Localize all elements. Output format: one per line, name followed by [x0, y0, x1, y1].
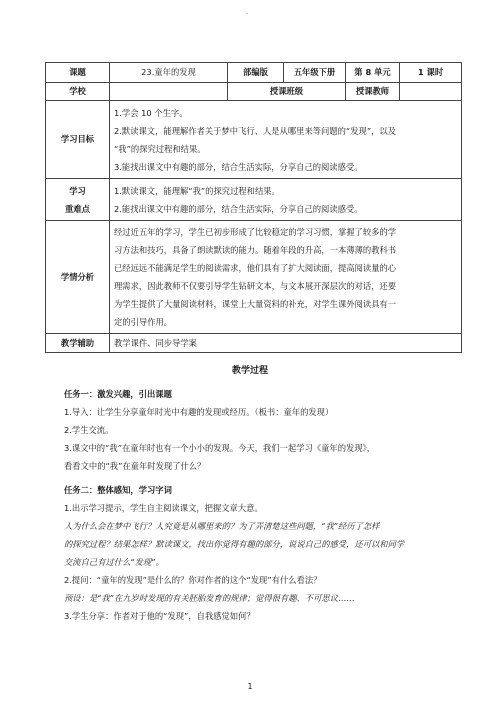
school-label: 学校 [46, 83, 110, 101]
row-goals [46, 101, 462, 179]
analysis-line: 为学生提供了大量阅读材料，课堂上大量资料的补充，对学生课外阅读具有一 [114, 299, 397, 309]
row-key-points [46, 179, 462, 221]
key-points-label [46, 179, 110, 221]
task1-line: 2.学生交流。 [64, 425, 114, 435]
analysis-line: 已经远远不能满足学生的阅读需求，他们具有了扩大阅读面，提高阅读量的心 [114, 263, 397, 273]
process-heading: 教学过程 [231, 366, 268, 376]
task2-line: 1.出示学习提示，学生自主阅读课文，把握文章大意。 [64, 503, 263, 513]
class-label: 授课班级 [228, 83, 346, 101]
row-aids [46, 334, 462, 353]
goal-item: “我”的探究过程和结果。 [114, 143, 206, 154]
teacher-value [400, 83, 462, 101]
analysis-label: 学情分析 [46, 221, 110, 334]
key-points-label-line1: 学习 [69, 185, 86, 196]
aids-value: 教学课件、同步导学案 [110, 334, 462, 353]
aids-label: 教学辅助 [46, 334, 110, 353]
task2-preset-line: 预设：是“我”在九岁时发现的有关胚胎发育的规律；觉得很有趣、不可思议…… [64, 593, 355, 603]
key-points-label-line2: 重难点 [65, 203, 90, 214]
task2-prompt-line: 交流自己有过什么“发现”。 [64, 557, 164, 567]
key-points-content [110, 179, 462, 221]
edition-cell: 部编版 [228, 63, 284, 83]
row-topic [46, 63, 462, 83]
goal-item: 1.学会 10 个生字。 [114, 107, 188, 118]
row-analysis [46, 221, 462, 334]
task2-line: 3.学生分享：作者对于他的“发现”，自我感觉如何？ [64, 611, 255, 621]
task2-prompt-line: 的探究过程？结果怎样？默读课文，找出你觉得有趣的部分，说说自己的感受，还可以和同学 [64, 539, 405, 549]
analysis-line: 经过近五年的学习，学生已初步形成了比较稳定的学习习惯，掌握了较多的学 [114, 227, 397, 237]
top-mark: . [246, 8, 249, 16]
task1-title: 任务一：激发兴趣，引出课题 [64, 389, 172, 399]
teacher-label: 授课教师 [346, 83, 400, 101]
key-point-item: 2.能找出课文中有趣的部分，结合生活实际，分享自己的阅读感受。 [114, 203, 363, 214]
lesson-plan-table [45, 62, 462, 353]
unit-cell: 第 8 单元 [346, 63, 400, 83]
task1-line: 1.导入：让学生分享童年时光中有趣的发现或经历。（板书：童年的发现） [64, 407, 334, 417]
row-school [46, 83, 462, 101]
task2-line: 2.提问：“童年的发现”是什么的？你对作者的这个“发现”有什么看法？ [64, 575, 322, 585]
topic-value: 23.童年的发现 [110, 63, 228, 83]
task2-prompt-line: 人为什么会在梦中飞行？人究竟是从哪里来的？为了弄清楚这些问题，“我”经历了怎样 [64, 521, 380, 531]
analysis-line: 习方法和技巧，具备了朗读默读的能力。随着年段的升高，一本薄薄的教科书 [114, 245, 397, 255]
grade-cell: 五年级下册 [284, 63, 346, 83]
page-number: 1 [247, 682, 253, 691]
task1-line: 3.课文中的“我”在童年时也有一个小小的发现。今天，我们一起学习《童年的发现》， [64, 443, 376, 453]
goal-item: 2.默读课文，能理解作者关于梦中飞行、人是从哪里来等问题的“发现”，以及 [114, 125, 397, 136]
analysis-line: 理需求，因此教师不仅要引导学生钻研文本，与文本展开深层次的对话，还要 [114, 281, 397, 291]
task2-title: 任务二：整体感知，学习字词 [64, 485, 172, 495]
analysis-line: 定的引导作用。 [114, 317, 173, 327]
key-point-item: 1.默读课文，能理解“我”的探究过程和结果。 [114, 185, 280, 196]
analysis-content [110, 221, 462, 334]
school-value [110, 83, 228, 101]
goals-content [110, 101, 462, 179]
topic-label: 课题 [46, 63, 110, 83]
task1-line: 看看文中的“我”在童年时发现了什么？ [64, 461, 206, 471]
hours-cell: 1 课时 [400, 63, 462, 83]
goals-label: 学习目标 [46, 101, 110, 179]
process-body [64, 385, 464, 625]
goal-item: 3.能找出课文中有趣的部分，结合生活实际，分享自己的阅读感受。 [114, 161, 363, 172]
